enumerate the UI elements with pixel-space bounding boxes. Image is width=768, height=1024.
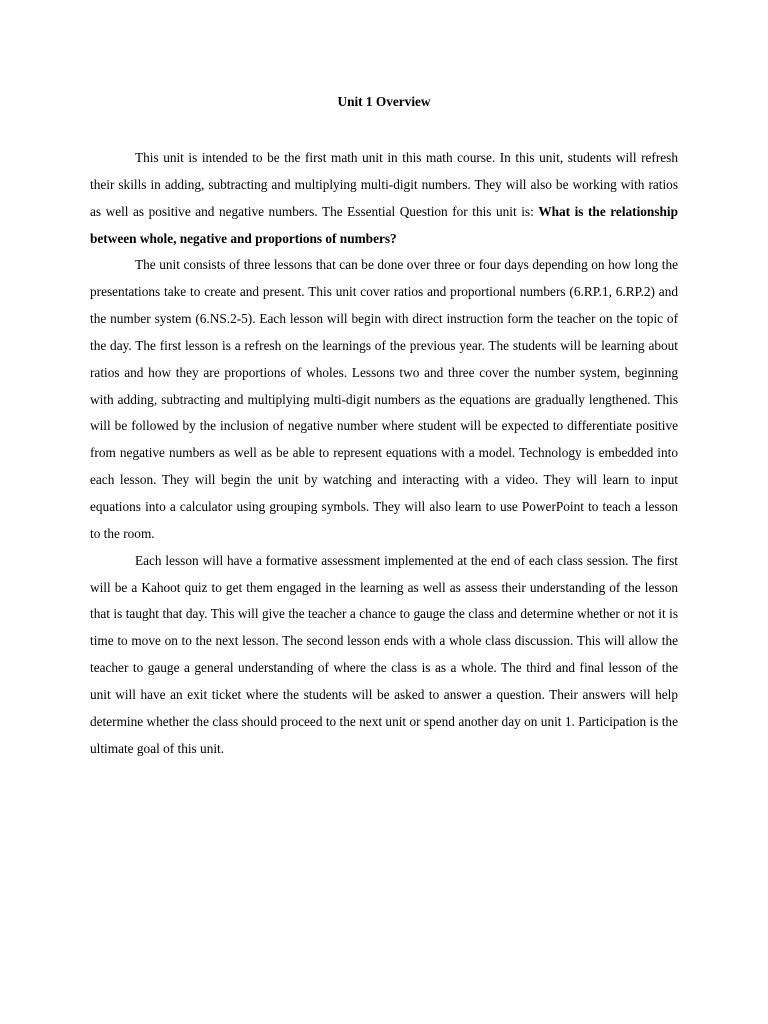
paragraph-intro [90, 145, 678, 252]
essential-question: What is the relationship between whole, negative and proportions of numbers? [90, 203, 678, 246]
document-body [90, 145, 678, 762]
paragraph-intro-text: This unit is intended to be the first math unit in this math course. In this unit, students will refresh their skills in adding, subtracting and multiplying multi-digit numbers. They will also be working with ratios as well as positive and negative numbers. The Essential Question for this unit is: [90, 150, 678, 219]
document-title: Unit 1 Overview [337, 94, 431, 109]
paragraph-lessons: The unit consists of three lessons that can be done over three or four days depending on how long the presentations take to create and present. This unit cover ratios and proportional numbers (6.RP.1, 6.RP.2) and the number system (6.NS.2-5). Each lesson will begin with direct instruction form the teacher on the topic of the day. The first lesson is a refresh on the learnings of the previous year. The students will be learning about ratios and how they are proportions of wholes. Lessons two and three cover the number system, beginning with adding, subtracting and multiplying multi-digit numbers as the equations are gradually lengthened. This will be followed by the inclusion of negative number where student will be expected to differentiate positive from negative numbers as well as be able to represent equations with a model. Technology is embedded into each lesson. They will begin the unit by watching and interacting with a video. They will learn to input equations into a calculator using grouping symbols. They will also learn to use PowerPoint to teach a lesson to the room. [90, 257, 678, 541]
paragraph-assessment: Each lesson will have a formative assessment implemented at the end of each class session. The first will be a Kahoot quiz to get them engaged in the learning as well as assess their understanding of the lesson that is taught that day. This will give the teacher a chance to gauge the class and determine whether or not it is time to move on to the next lesson. The second lesson ends with a whole class discussion. This will allow the teacher to gauge a general understanding of where the class is as a whole. The third and final lesson of the unit will have an exit ticket where the students will be asked to answer a question. Their answers will help determine whether the class should proceed to the next unit or spend another day on unit 1. Participation is the ultimate goal of this unit. [90, 552, 678, 756]
